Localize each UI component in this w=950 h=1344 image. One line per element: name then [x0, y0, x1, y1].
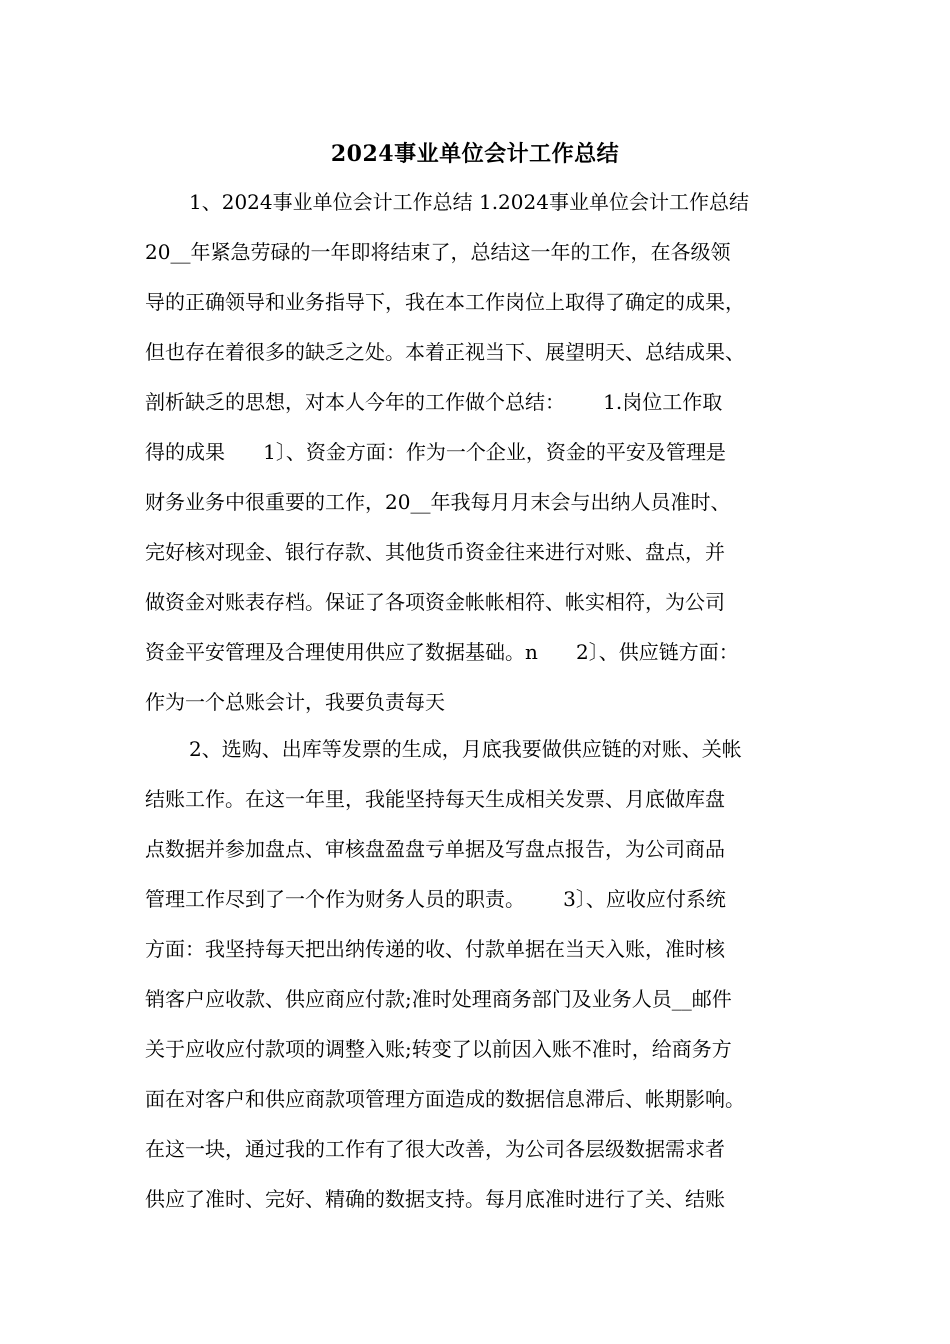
paragraph-2-line: 面在对客户和供应商款项管理方面造成的数据信息滞后、帐期影响。	[145, 1087, 745, 1111]
paragraph-2-line: 销客户应收款、供应商应付款;准时处理商务部门及业务人员__邮件	[145, 987, 732, 1011]
paragraph-2-line: 管理工作尽到了一个作为财务人员的职责。 3〕、应收应付系统	[145, 887, 726, 911]
paragraph-1-line: 作为一个总账会计，我要负责每天	[145, 690, 445, 714]
paragraph-2-line: 2、选购、出库等发票的生成，月底我要做供应链的对账、关帐	[189, 737, 742, 761]
document-title: 2024事业单位会计工作总结	[330, 141, 620, 167]
paragraph-1-line: 完好核对现金、银行存款、其他货币资金往来进行对账、盘点，并	[145, 540, 725, 564]
document-body	[145, 182, 825, 1229]
paragraph-1-line: 财务业务中很重要的工作，20__年我每月月末会与出纳人员准时、	[145, 490, 731, 514]
paragraph-2-line: 在这一块，通过我的工作有了很大改善，为公司各层级数据需求者	[145, 1137, 725, 1161]
paragraph-1-line: 但也存在着很多的缺乏之处。本着正视当下、展望明天、总结成果、	[145, 340, 745, 364]
paragraph-1-line: 1、2024事业单位会计工作总结 1.2024事业单位会计工作总结	[189, 190, 749, 214]
paragraph-2-line: 结账工作。在这一年里，我能坚持每天生成相关发票、月底做库盘	[145, 787, 725, 811]
paragraph-2-line: 关于应收应付款项的调整入账;转变了以前因入账不准时，给商务方	[145, 1037, 732, 1061]
paragraph-2-line: 方面：我坚持每天把出纳传递的收、付款单据在当天入账，准时核	[145, 937, 725, 961]
paragraph-1-line: 20__年紧急劳碌的一年即将结束了，总结这一年的工作，在各级领	[145, 240, 731, 264]
paragraph-2-line: 点数据并参加盘点、审核盘盈盘亏单据及写盘点报告，为公司商品	[145, 837, 725, 861]
paragraph-1-line: 剖析缺乏的思想，对本人今年的工作做个总结： 1.岗位工作取	[145, 390, 723, 414]
paragraph-2-line: 供应了准时、完好、精确的数据支持。每月底准时进行了关、结账	[145, 1187, 725, 1211]
paragraph-1-line: 资金平安管理及合理使用供应了数据基础。n 2〕、供应链方面：	[145, 640, 739, 664]
paragraph-1-line: 做资金对账表存档。保证了各项资金帐帐相符、帐实相符，为公司	[145, 590, 725, 614]
paragraph-1-line: 导的正确领导和业务指导下，我在本工作岗位上取得了确定的成果，	[145, 290, 745, 314]
paragraph-1-line: 得的成果 1〕、资金方面：作为一个企业，资金的平安及管理是	[145, 440, 726, 464]
